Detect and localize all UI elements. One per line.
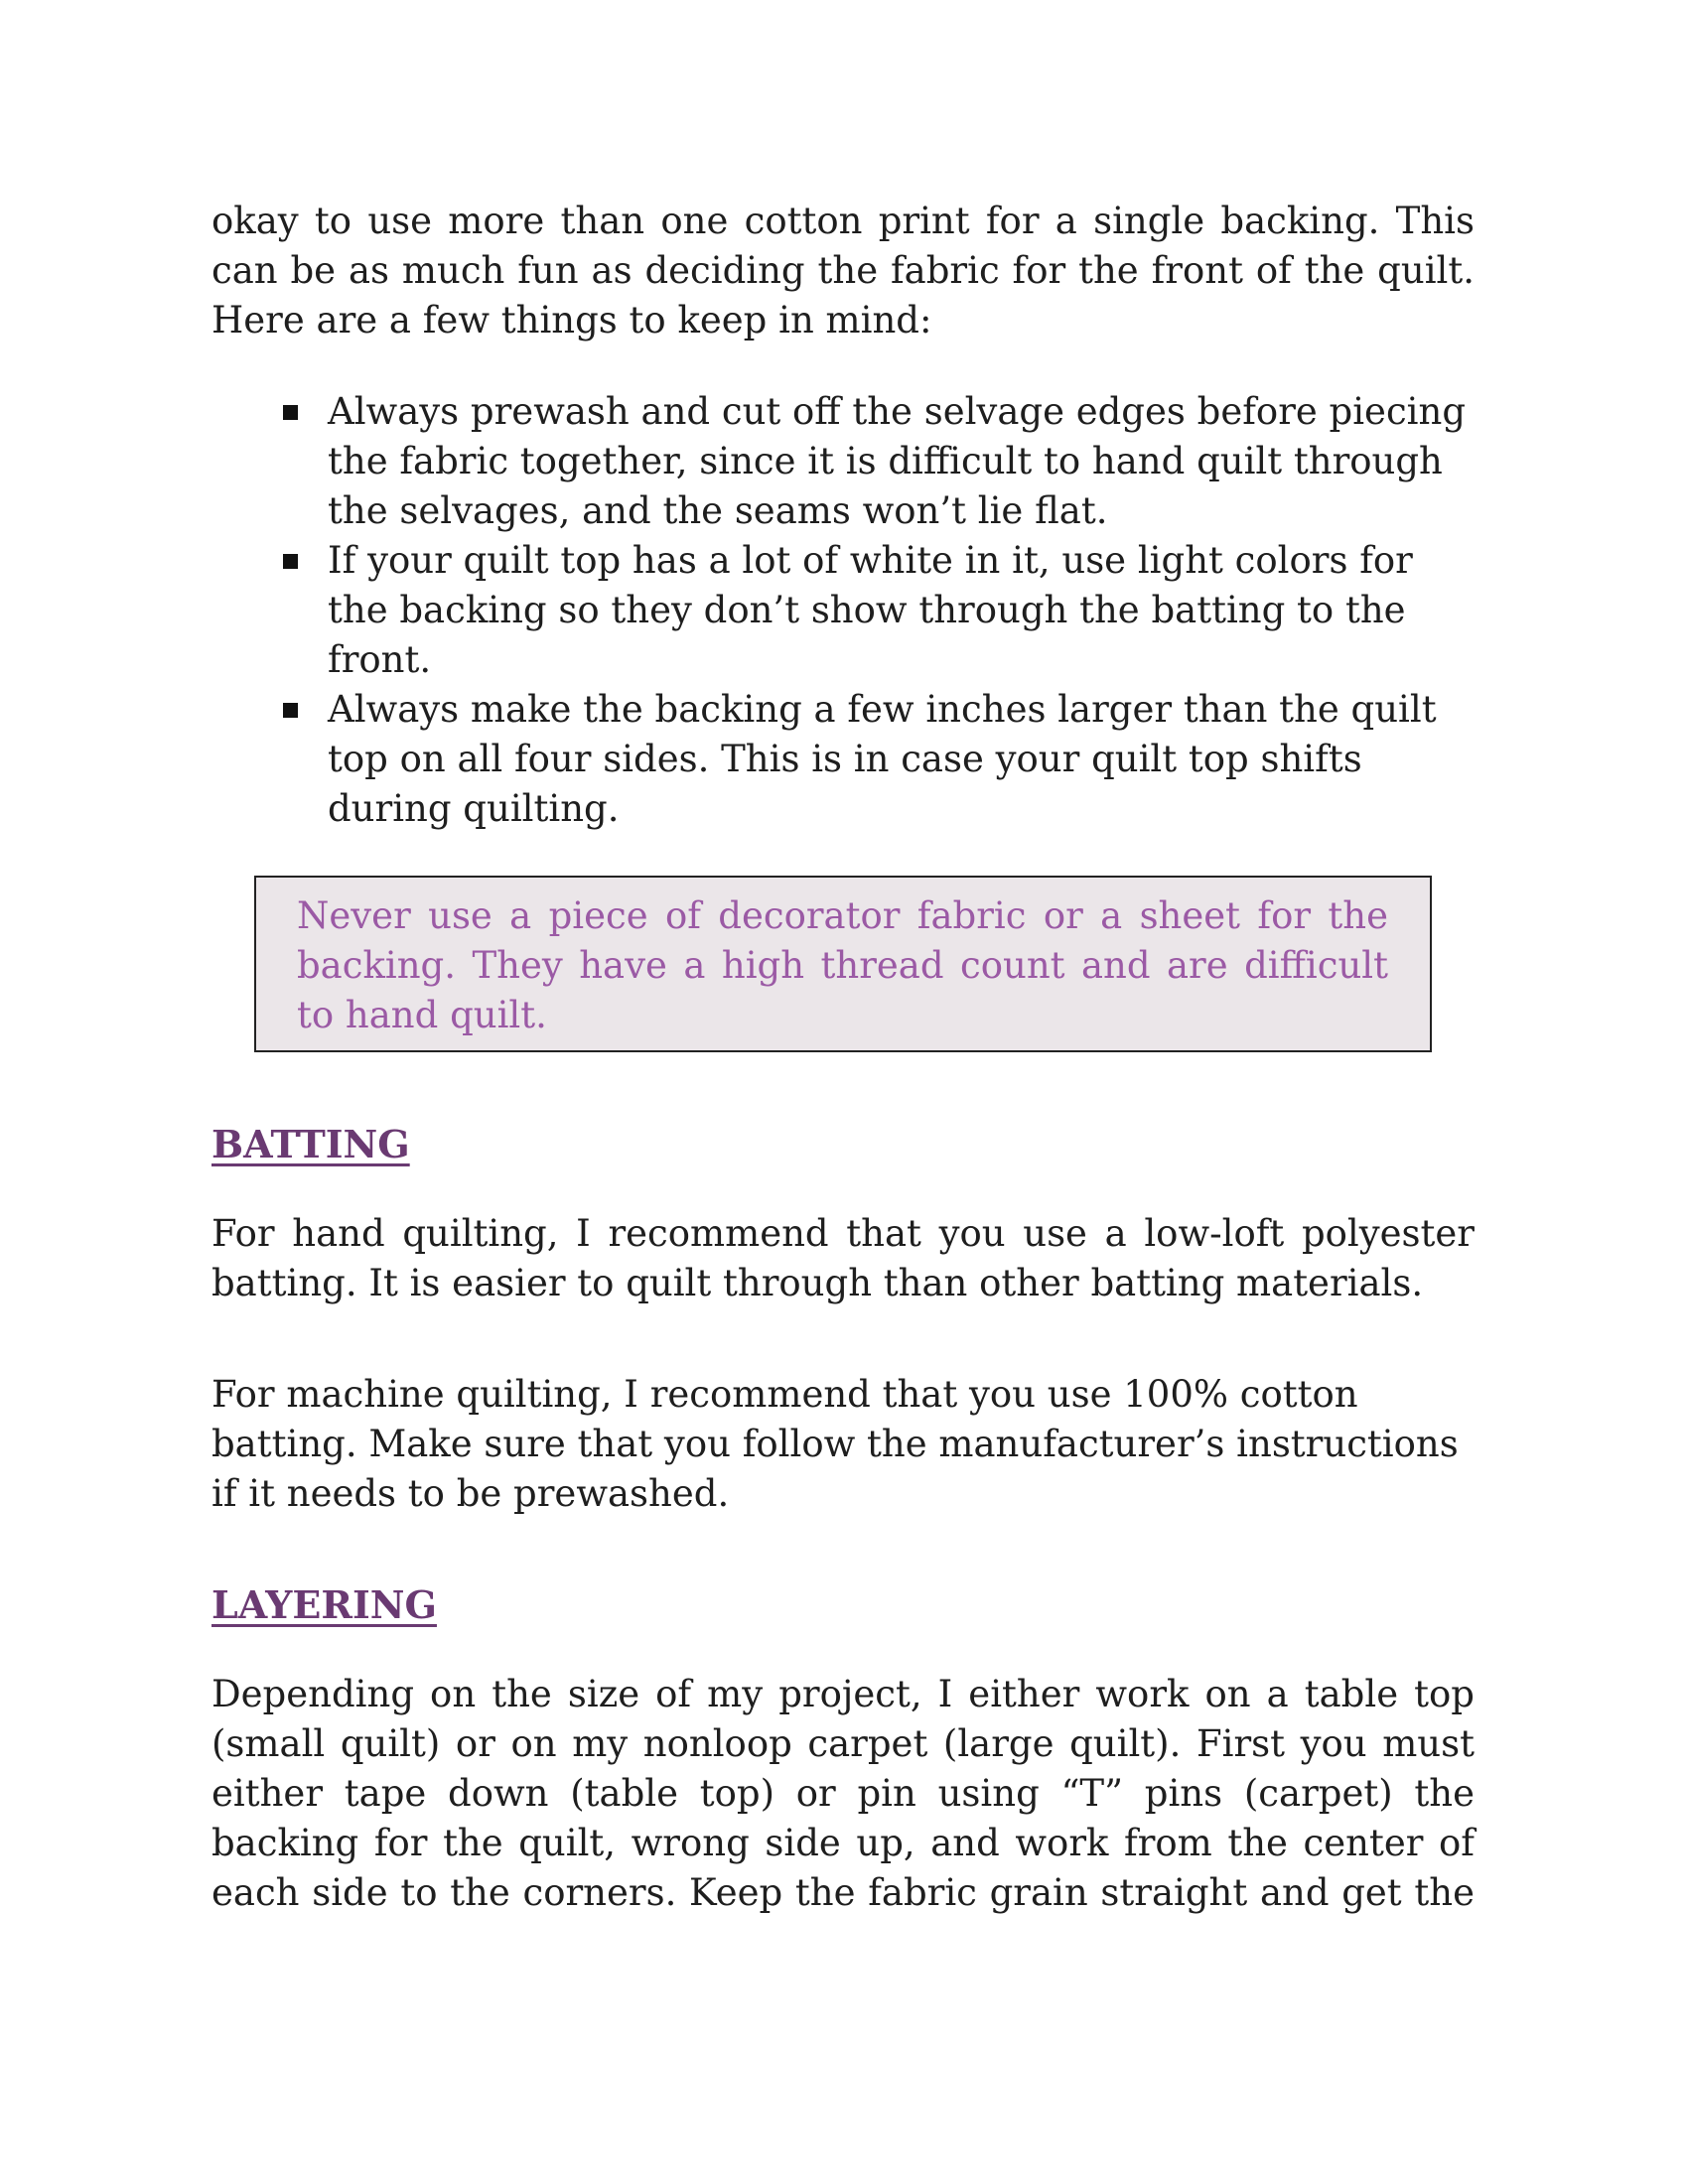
square-bullet-icon: [283, 554, 298, 569]
intro-paragraph: okay to use more than one cotton print for a single backing. This can be as much fun as deciding the fabric for the front of the quilt. Here are a few things to keep in mind:: [211, 200, 1475, 341]
document-page: [211, 197, 1475, 1918]
section-heading-layering: LAYERING: [211, 1582, 437, 1627]
list-item: [211, 685, 1475, 834]
batting-paragraph-machine: For machine quilting, I recommend that you use 100% cotton batting. Make sure that you follow the manufacturer’s instructions if it needs to be prewashed.: [211, 1373, 1459, 1515]
note-text: Never use a piece of decorator fabric or a sheet for the backing. They have a high thread count and are difficult to hand quilt.: [297, 894, 1388, 1036]
square-bullet-icon: [283, 703, 298, 718]
layering-paragraph: Depending on the size of my project, I either work on a table top (small quilt) or on my nonloop carpet (large quilt). First you must either tape down (table top) or pin using “T” pins (carpet) the backing for the quilt, wrong side up, and work from the center of each side to the corners. Keep the fabric grain straight and get the: [211, 1673, 1475, 1914]
list-item-text: If your quilt top has a lot of white in it, use light colors for the backing so they don’t show through the batting to the front.: [328, 539, 1413, 681]
note-callout-box: [254, 876, 1432, 1052]
list-item-text: Always prewash and cut off the selvage edges before piecing the fabric together, since it is difficult to hand quilt through the selvages, and the seams won’t lie flat.: [328, 390, 1467, 532]
list-item-text: Always make the backing a few inches larger than the quilt top on all four sides. This is in case your quilt top shifts during quilting.: [328, 688, 1437, 830]
tips-list: [211, 387, 1475, 834]
list-item: [211, 387, 1475, 536]
batting-paragraph-hand: For hand quilting, I recommend that you use a low-loft polyester batting. It is easier to quilt through than other batting materials.: [211, 1212, 1475, 1304]
square-bullet-icon: [283, 405, 298, 420]
section-heading-batting: BATTING: [211, 1122, 410, 1166]
list-item: [211, 536, 1475, 685]
